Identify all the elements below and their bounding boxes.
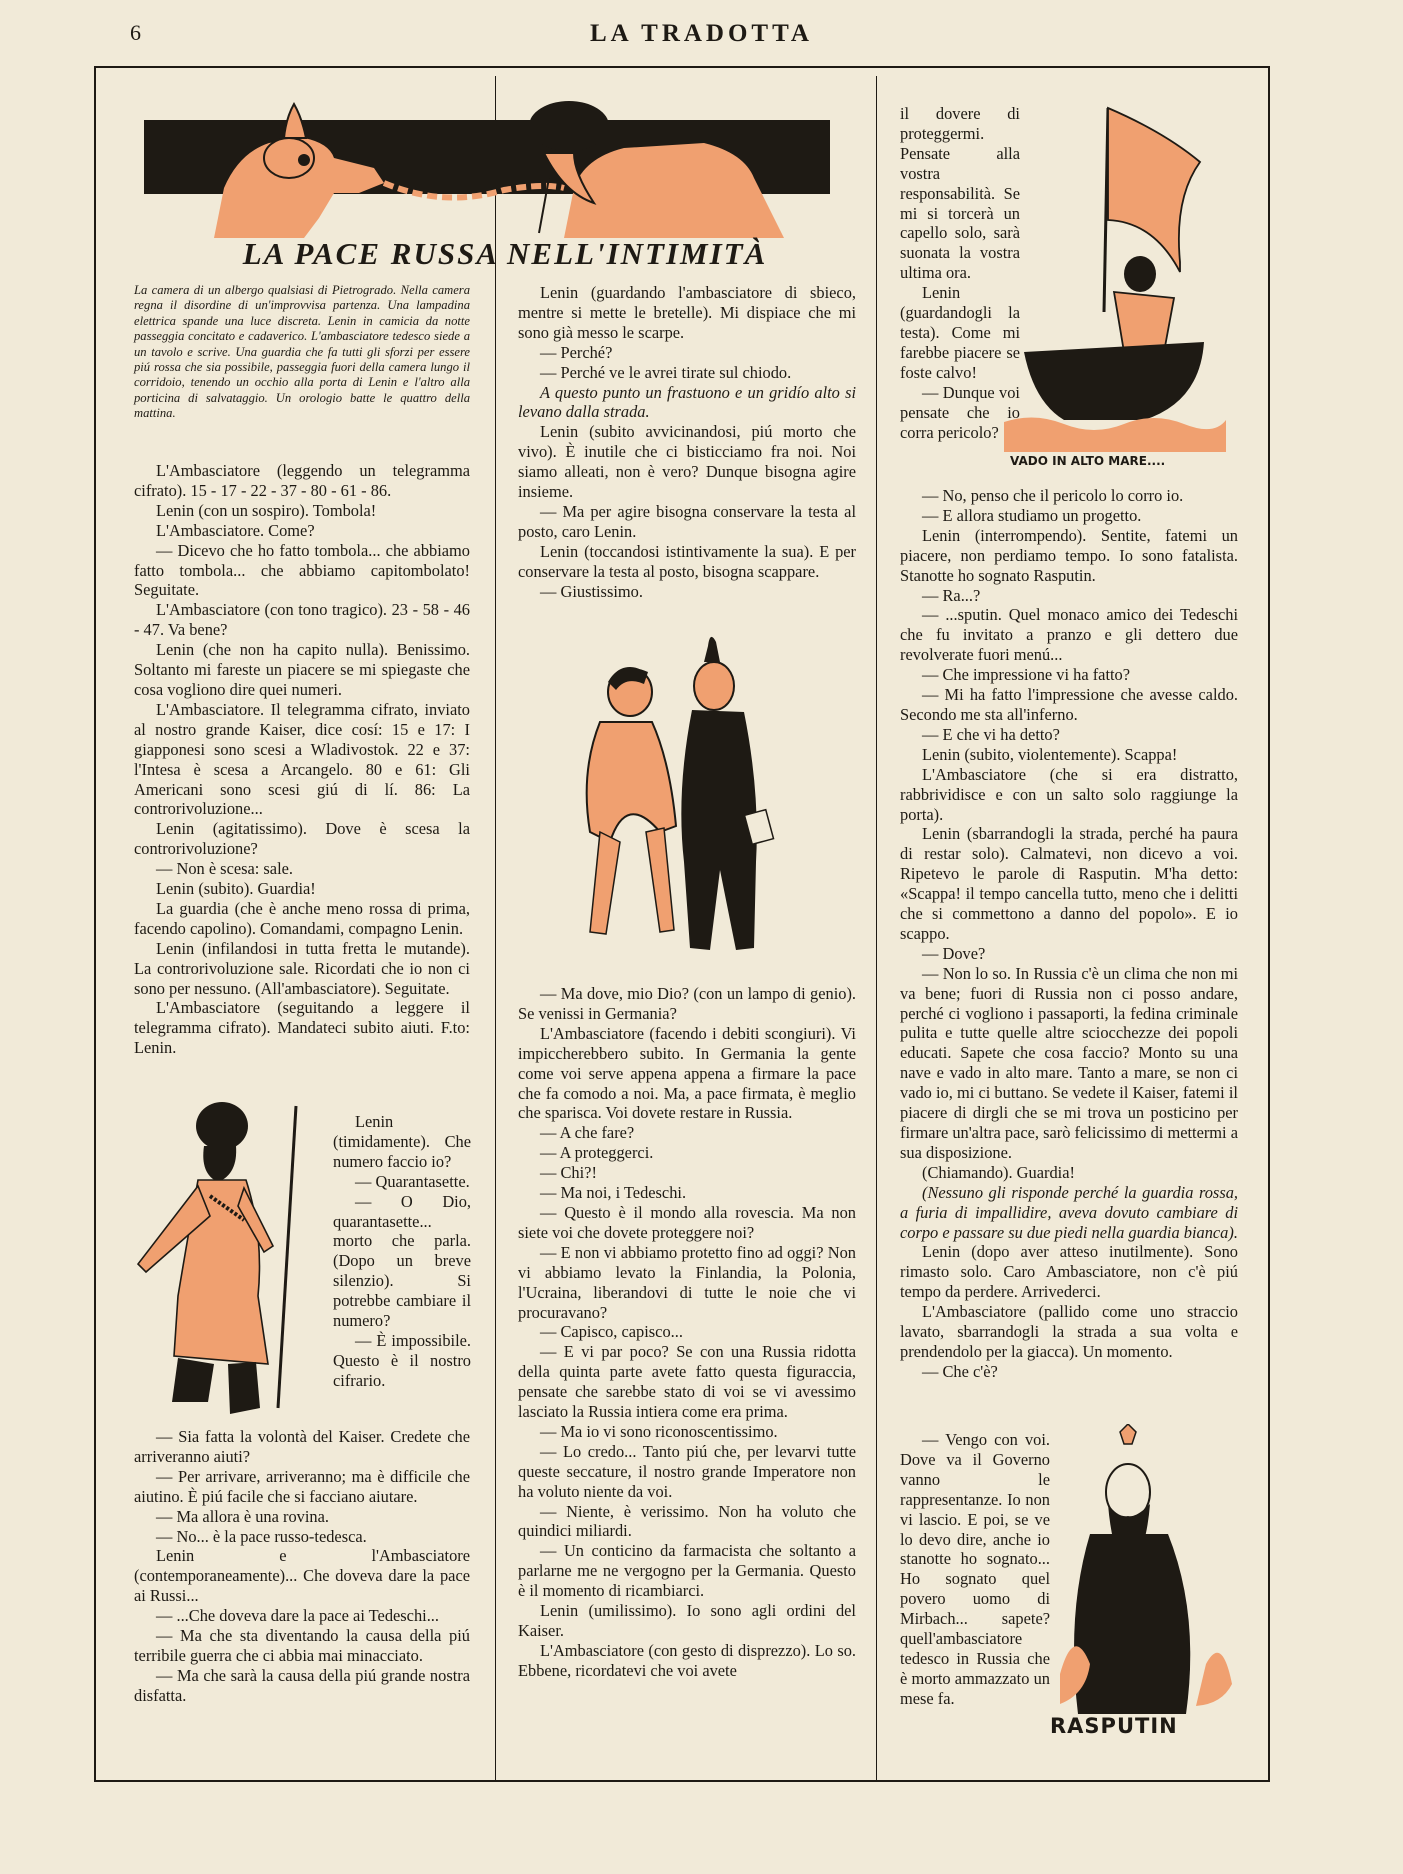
cossack-guard-illustration xyxy=(118,1096,318,1431)
dialogue-line: — ...Che doveva dare la pace ai Tedeschi... xyxy=(156,1606,439,1626)
dialogue-line: L'Ambasciatore. Il telegramma cifrato, inviato al nostro grande Kaiser, dice cosí: 15 e 17: I giapponesi sono scesi a Wladivostok. 22 e 37: l'Intesa è scesa a Arcangelo. 80 e 61: Gli Americani sono scesi giú di lí. 86: La controrivoluzione... xyxy=(134,699,470,819)
dialogue-line: Lenin (sbarrandogli la strada, perché ha paura di restar solo). Calmatevi, non dicevo a voi. Ripetevo le parole di Rasputin. M'ha detto: «Scappa! il tempo cancella tutto, meno che i delitti che si commettono a danno del popolo». E io scappo. xyxy=(900,824,1238,943)
dialogue-line: — Capisco, capisco... xyxy=(540,1322,683,1342)
stage-direction xyxy=(134,283,470,436)
dialogue-line: — Niente, è verissimo. Non ha voluto che quindici miliardi. xyxy=(518,1501,856,1541)
dialogue-line: Lenin (toccandosi istintivamente la sua). E per conservare la testa al posto, bisogna scappare. xyxy=(518,541,856,581)
left-column-bottom xyxy=(134,1427,470,1706)
dialogue-line: — Ma che sarà la causa della piú grande nostra disfatta. xyxy=(134,1665,470,1705)
dialogue-line: L'Ambasciatore (leggendo un telegramma cifrato). 15 - 17 - 22 - 37 - 80 - 61 - 86. xyxy=(134,461,470,500)
dialogue-line: Lenin (guardandogli la testa). Come mi farebbe piacere se foste calvo! xyxy=(900,283,1020,382)
left-column-narrow xyxy=(333,1112,471,1391)
dialogue-line: — Perché? xyxy=(540,342,613,362)
dialogue-line: Lenin (infilandosi in tutta fretta le mutande). La controrivoluzione sale. Ricordati che io non ci sono per nessuno. (All'ambasciatore). Seguitate. xyxy=(134,938,470,998)
stage-direction-text: La camera di un albergo qualsiasi di Pietrogrado. Nella camera regna il disordine di un'improvvisa partenza. Una lampadina elettrica spande una luce discreta. Lenin in camicia da notte passeggia concitato e cadaverico. L'ambasciatore tedesco siede a un tavolo e scrive. Una guardia che fa tutti gli sforzi per essere piú rossa che sia possibile, passeggia fuori della camera lungo il corridoio, tenendo un occhio alla porta di Lenin e l'altro alla porticina di salvataggio. Un orologio batte le quattro della mattina. xyxy=(134,283,470,421)
dialogue-line: — Che impressione vi ha fatto? xyxy=(922,665,1131,685)
dialogue-line: — Questo è il mondo alla rovescia. Ma non siete voi che dovete proteggere noi? xyxy=(518,1202,856,1242)
dialogue-line: — È impossibile. Questo è il nostro cifrario. xyxy=(333,1330,471,1390)
dialogue-line: — Ma che sta diventando la causa della piú terribile guerra che ci abbia mai minacciato. xyxy=(134,1626,470,1665)
right-column-narrow xyxy=(900,104,1020,442)
sea-caption: VADO IN ALTO MARE.... xyxy=(1010,454,1166,468)
dialogue-line: L'Ambasciatore (pallido come uno straccio lavato, sbarrandogli la strada a sua volta e prendendolo per la giacca). Un momento. xyxy=(900,1302,1238,1361)
dialogue-line: — Dunque voi pensate che io corra pericolo? xyxy=(900,382,1020,442)
dialogue-line: Lenin (interrompendo). Sentite, fatemi un piacere, non perdiamo tempo. Io sono fatalista. Stanotte ho sognato Rasputin. xyxy=(900,525,1238,585)
dialogue-line: L'Ambasciatore (con gesto di disprezzo). Lo so. Ebbene, ricordatevi che voi avete xyxy=(518,1640,856,1680)
lenin-ambassador-illustration xyxy=(560,632,800,967)
dialogue-line: Lenin (dopo aver atteso inutilmente). Sono rimasto solo. Caro Ambasciatore, non c'è piú tempo da perdere. Arrivederci. xyxy=(900,1242,1238,1302)
column-rule-left xyxy=(495,76,496,1782)
middle-column-top xyxy=(518,283,856,602)
dialogue-line: — Chi?! xyxy=(540,1163,597,1183)
dialogue-line: — E non vi abbiamo protetto fino ad oggi? Non vi abbiamo levato la Finlandia, la Polonia, l'Ucraina, liberandovi di tutte le noie che vi procuravano? xyxy=(518,1242,856,1322)
right-column-bottom-narrow xyxy=(900,1430,1050,1709)
dialogue-line: — Ma io vi sono riconoscentissimo. xyxy=(540,1421,778,1441)
dialogue-line: L'Ambasciatore (facendo i debiti scongiuri). Vi impiccherebbero subito. In Germania la gente come voi serve appena appena a firmare la pace che fa comodo a noi. Ma, a pace firmata, è meglio che sparisca. Voi dovete restare in Russia. xyxy=(518,1023,856,1123)
dialogue-line: — Ra...? xyxy=(922,585,981,605)
dialogue-line: — Dicevo che ho fatto tombola... che abbiamo fatto tombola... che abbiamo capitombolato! Seguitate. xyxy=(134,540,470,600)
dialogue-line: — Perché ve le avrei tirate sul chiodo. xyxy=(540,362,792,382)
dialogue-line: — Vengo con voi. Dove va il Governo vanno le rappresentanze. Io non vi lascio. E poi, se ve lo devo dire, anche io stanotte ho sognato... Ho sognato quel povero uomo di Mirbach... sapete? quell'ambasciatore tedesco in Russia che è morto ammazzato un mese fa. xyxy=(900,1430,1050,1708)
dialogue-line: La guardia (che è anche meno rossa di prima, facendo capolino). Comandami, compagno Lenin. xyxy=(134,898,470,938)
dialogue-line: Lenin (umilissimo). Io sono agli ordini del Kaiser. xyxy=(518,1601,856,1640)
dialogue-line: A questo punto un frastuono e un gridío alto si levano dalla strada. xyxy=(518,382,856,422)
right-column-main xyxy=(900,486,1238,1382)
dialogue-line: — Per arrivare, arriveranno; ma è difficile che aiutino. È piú facile che si facciano aiutare. xyxy=(134,1466,470,1506)
dialogue-line: — Ma noi, i Tedeschi. xyxy=(540,1183,687,1203)
dialogue-line: L'Ambasciatore (seguitando a leggere il telegramma cifrato). Mandateci subito aiuti. F.to: Lenin. xyxy=(134,998,470,1058)
dialogue-line: Lenin (che non ha capito nulla). Benissimo. Soltanto mi fareste un piacere se mi spiegaste che cosa vogliono dire quei numeri. xyxy=(134,640,470,699)
dialogue-line: (Chiamando). Guardia! xyxy=(922,1162,1075,1182)
dialogue-line: Lenin (subito). Guardia! xyxy=(156,879,316,899)
dialogue-line: — Ma per agire bisogna conservare la testa al posto, caro Lenin. xyxy=(518,501,856,541)
dialogue-line: — Non è scesa: sale. xyxy=(156,859,293,879)
middle-column-bottom xyxy=(518,984,856,1681)
dialogue-line: — A che fare? xyxy=(540,1123,635,1143)
dialogue-line: — Un conticino da farmacista che soltanto a parlarne me ne vergogno per la Germania. Questo è il momento di ricambiarci. xyxy=(518,1541,856,1601)
boat-illustration xyxy=(1004,102,1226,477)
dialogue-line: — Sia fatta la volontà del Kaiser. Credete che arriveranno aiuti? xyxy=(134,1427,470,1466)
dialogue-line: Lenin e l'Ambasciatore (contemporaneamente)... Che doveva dare la pace ai Russi... xyxy=(134,1546,470,1606)
dialogue-line: — Che c'è? xyxy=(922,1361,998,1381)
magazine-title: LA TRADOTTA xyxy=(590,20,813,47)
dialogue-line: — Ma dove, mio Dio? (con un lampo di genio). Se venissi in Germania? xyxy=(518,984,856,1023)
dialogue-line: — E vi par poco? Se con una Russia ridotta della quinta parte avete fatto questa figuraccia, pensate che sarebbe stato di voi se vi avessimo lasciato la Russia intiera come era prima. xyxy=(518,1342,856,1422)
dialogue-line: — Giustissimo. xyxy=(540,581,643,601)
page-number: 6 xyxy=(130,20,141,45)
dialogue-line: — E allora studiamo un progetto. xyxy=(922,505,1142,525)
dialogue-line: il dovere di proteggermi. Pensate alla vostra responsabilità. Se mi si torcerà un capello solo, sarà suonata la vostra ultima ora. xyxy=(900,104,1020,283)
dialogue-line: — O Dio, quarantasette... morto che parla. (Dopo un breve silenzio). Si potrebbe cambiare il numero? xyxy=(333,1191,471,1331)
column-rule-right xyxy=(876,76,877,1782)
dialogue-line: — No, penso che il pericolo lo corro io. xyxy=(922,486,1184,505)
left-column-top xyxy=(134,461,470,1058)
dialogue-line: — ...sputin. Quel monaco amico dei Tedeschi che fu invitato a pranzo e gli dettero due revolverate fuori menú... xyxy=(900,605,1238,665)
dialogue-line: Lenin (agitatissimo). Dove è scesa la controrivoluzione? xyxy=(134,819,470,859)
dialogue-line: Lenin (subito avvicinandosi, piú morto che vivo). È inutile che ci bisticciamo fra noi. Noi siamo alleati, non è vero? Dunque bisogna agire insieme. xyxy=(518,422,856,502)
dialogue-line: — Ma allora è una rovina. xyxy=(156,1506,329,1526)
rasputin-illustration xyxy=(1050,1424,1236,1738)
dialogue-line: — Dove? xyxy=(922,943,986,963)
dialogue-line: Lenin (timidamente). Che numero faccio io? xyxy=(333,1112,471,1171)
dialogue-line: (Nessuno gli risponde perché la guardia rossa, a furia di impallidire, aveva dovuto cambiare di corpo e passare su due piedi nella guardia bianca). xyxy=(900,1182,1238,1242)
dialogue-line: — Non lo so. In Russia c'è un clima che non mi va bene; fuori di Russia non ci posso andare, perché ci vogliono i passaporti, la fedina criminale pulita e tutte quelle altre sciocchezze dei popoli educati. Sapete che cosa faccio? Monto su una nave e vado in alto mare. Tanto a mare, se non ci vado io, mi ci buttano. Se vedete il Kaiser, fatemi il piacere di dirgli che se mi trova un posticino per firmare un'altra pace, sarò felicissimo di mettermi a sua disposizione. xyxy=(900,963,1238,1162)
dialogue-line: — Quarantasette. xyxy=(355,1171,470,1191)
dialogue-line: Lenin (subito, violentemente). Scappa! xyxy=(922,744,1178,764)
dialogue-line: Lenin (con un sospiro). Tombola! xyxy=(156,500,377,520)
rasputin-caption: RASPUTIN xyxy=(1050,1714,1178,1738)
article-title: LA PACE RUSSA NELL'INTIMITÀ xyxy=(242,236,768,271)
dialogue-line: — E che vi ha detto? xyxy=(922,724,1060,744)
dialogue-line: — Mi ha fatto l'impressione che avesse caldo. Secondo me sta all'inferno. xyxy=(900,685,1238,724)
dialogue-line: L'Ambasciatore (con tono tragico). 23 - 58 - 46 - 47. Va bene? xyxy=(134,600,470,640)
header-illustration xyxy=(144,98,830,245)
dialogue-line: — No... è la pace russo-tedesca. xyxy=(156,1526,367,1546)
dialogue-line: — A proteggerci. xyxy=(540,1143,654,1163)
dialogue-line: L'Ambasciatore (che si era distratto, rabbrividisce e con un salto solo raggiunge la porta). xyxy=(900,764,1238,824)
dialogue-line: L'Ambasciatore. Come? xyxy=(156,520,315,540)
dialogue-line: — Lo credo... Tanto piú che, per levarvi tutte queste seccature, il nostro grande Imperatore non ha voluto niente da voi. xyxy=(518,1441,856,1501)
dialogue-line: Lenin (guardando l'ambasciatore di sbieco, mentre si mette le bretelle). Mi dispiace che mi sono già messo le scarpe. xyxy=(518,283,856,342)
